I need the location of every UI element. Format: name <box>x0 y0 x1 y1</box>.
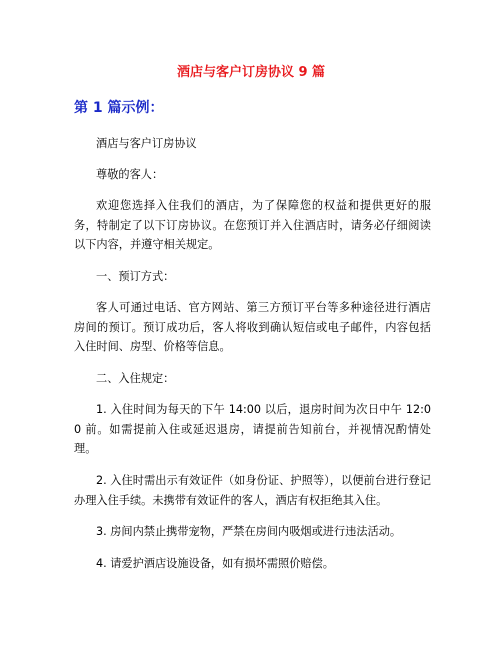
paragraph-booking-body: 客人可通过电话、官方网站、第三方预订平台等多种途径进行酒店房间的预订。预订成功后，客人将收到确认短信或电子邮件，内容包括入住时间、房型、价格等信息。 <box>74 301 431 353</box>
paragraph-booking-heading: 一、预订方式： <box>96 270 175 283</box>
section-heading: 第 1 篇示例： <box>74 100 164 116</box>
paragraph-welcome: 欢迎您选择入住我们的酒店，为了保障您的权益和提供更好的服务，特制定了以下订房协议。在您预订并入住酒店时，请务必仔细阅读以下内容，并遵守相关规定。 <box>74 199 431 251</box>
paragraph-rule-3: 3. 房间内禁止携带宠物，严禁在房间内吸烟或进行违法活动。 <box>96 525 402 538</box>
paragraph-agreement-name: 酒店与客户订房协议 <box>96 137 197 150</box>
paragraph-checkin-heading: 二、入住规定： <box>96 372 175 385</box>
paragraph-salutation: 尊敬的客人： <box>96 168 164 181</box>
paragraph-rule-1: 1. 入住时间为每天的下午 14:00 以后，退房时间为次日中午 12:00 前。如需提前入住或延迟退房，请提前告知前台，并视情况酌情处理。 <box>74 403 431 455</box>
paragraph-rule-4: 4. 请爱护酒店设施设备，如有损坏需照价赔偿。 <box>96 557 334 570</box>
paragraph-rule-2: 2. 入住时需出示有效证件（如身份证、护照等），以便前台进行登记办理入住手续。未携带有效证件的客人，酒店有权拒绝其入住。 <box>74 474 431 507</box>
document-title: 酒店与客户订房协议 9 篇 <box>176 65 326 80</box>
